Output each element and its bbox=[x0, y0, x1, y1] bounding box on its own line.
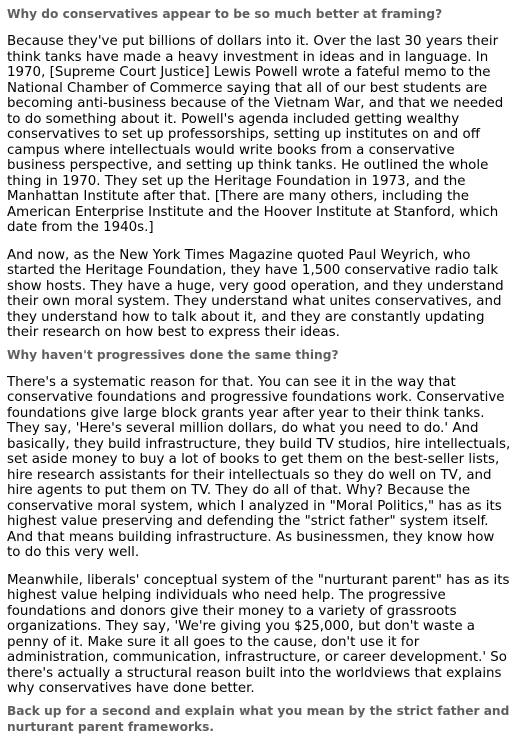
interview-answer-paragraph: Because they've put billions of dollars into it. Over the last 30 years their think tanks have made a heavy investment in ideas and in language. In 1970, [Supreme Court Justice] Lewis Powell wrote a fateful memo to the National Chamber of Commerce saying that all of our best students are becoming anti-business because of the Vietnam War, and that we needed to do something about it. Powell's agenda included getting wealthy conservatives to set up professorships, setting up institutes on and off campus where intellectuals would write books from a conservative business perspective, and setting up think tanks. He outlined the whole thing in 1970. They set up the Heritage Foundation in 1973, and the Manhattan Institute after that. [There are many others, including the American Enterprise Institute and the Hoover Institute at Stanford, which date from the 1940s.] bbox=[7, 34, 504, 235]
interview-question: Why haven't progressives done the same thing? bbox=[7, 347, 339, 362]
interview-answer-paragraph: And now, as the New York Times Magazine quoted Paul Weyrich, who started the Heritage Foundation, they have 1,500 conservative radio talk show hosts. They have a huge, very good operation, and they understand their own moral system. They understand what unites conservatives, and they understand how to talk about it, and they are constantly updating their research on how best to express their ideas. bbox=[7, 247, 504, 340]
article-body bbox=[7, 0, 512, 735]
interview-question: Back up for a second and explain what you mean by the strict father and nurturant parent frameworks. bbox=[7, 703, 510, 734]
interview-answer-paragraph: There's a systematic reason for that. You can see it in the way that conservative foundations and progressive foundations work. Conservative foundations give large block grants year after year to their think tanks. They say, 'Here's several million dollars, do what you need to do.' And basically, they build infrastructure, they build TV studios, hire intellectuals, set aside money to buy a lot of books to get them on the best-seller lists, hire research assistants for their intellectuals so they do well on TV, and hire agents to put them on TV. They do all of that. Why? Because the conservative moral system, which I analyzed in "Moral Politics," has as its highest value preserving and defending the "strict father" system itself. And that means building infrastructure. As businessmen, they know how to do this very well. bbox=[7, 374, 511, 560]
interview-question: Why do conservatives appear to be so much better at framing? bbox=[7, 7, 443, 21]
interview-answer-paragraph: Meanwhile, liberals' conceptual system of the "nurturant parent" has as its highest value helping individuals who need help. The progressive foundations and donors give their money to a variety of grassroots organizations. They say, 'We're giving you $25,000, but don't waste a penny of it. Make sure it all goes to the cause, don't use it for administration, communication, infrastructure, or career development.' So there's actually a structural reason built into the worldviews that explains why conservatives have done better. bbox=[7, 572, 510, 696]
